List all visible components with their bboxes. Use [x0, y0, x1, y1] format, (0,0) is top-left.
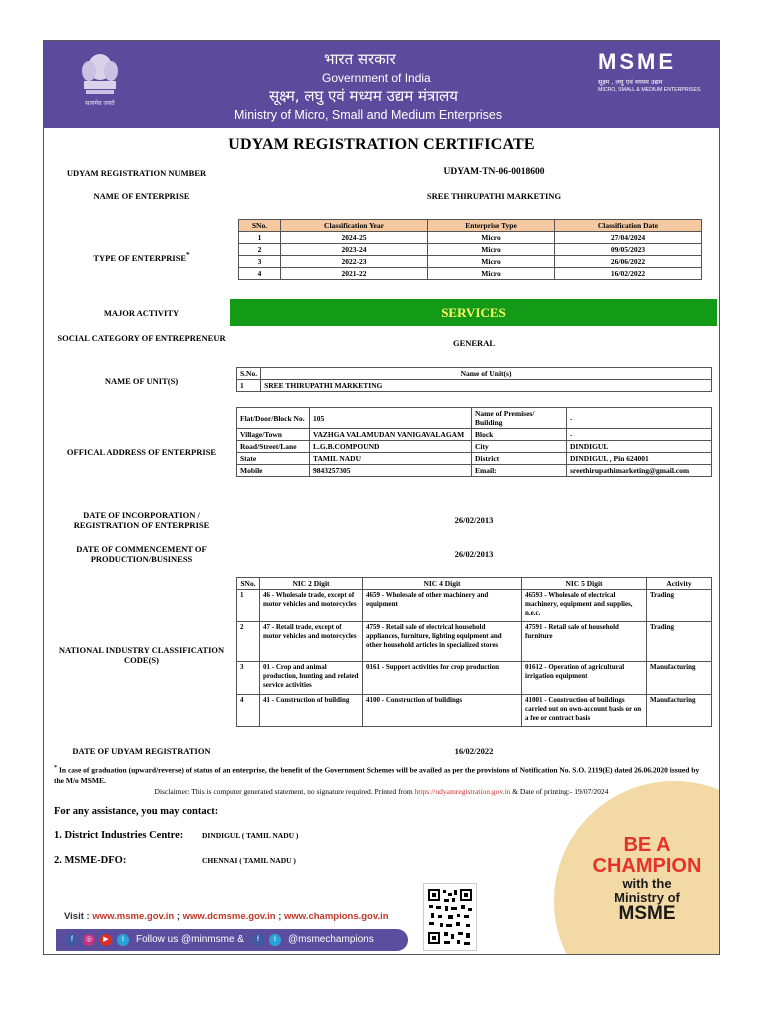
cell: 41 - Construction of building: [260, 695, 363, 727]
cell: 01612 - Operation of agricultural irrigation equipment: [522, 662, 647, 695]
cell: 09/05/2023: [555, 244, 702, 256]
table-row: [239, 256, 702, 268]
follow-text: Follow us @minmsme &: [136, 934, 244, 945]
cell: 4: [239, 268, 281, 280]
champion-line: CHAMPION: [592, 855, 702, 877]
cell: 4659 - Wholesale of other machinery and equipment: [363, 590, 522, 622]
cell: Micro: [428, 268, 555, 280]
cell: 4759 - Retail sale of electrical household appliances, furniture, lighting equipment and other household articles in specialized stores: [363, 622, 522, 662]
dic-label: 1. District Industries Centre:: [54, 830, 184, 841]
cell: -: [567, 408, 712, 429]
header-banner: [44, 41, 719, 128]
facebook-icon[interactable]: f: [252, 934, 264, 946]
nic-table-wrap: [236, 577, 712, 727]
cell: Flat/Door/Block No.: [237, 408, 310, 429]
cell: 46593 - Wholesale of electrical machinery, equipment and supplies, n.e.c.: [522, 590, 647, 622]
reg-no: UDYAM-TN-06-0018600: [443, 167, 545, 177]
champion-line: BE A: [623, 834, 671, 856]
cell: 3: [237, 662, 260, 695]
cell: 47 - Retail trade, except of motor vehicles and motorcycles: [260, 622, 363, 662]
hindi-govt: भारत सरकार: [324, 50, 396, 68]
table-header: NIC 2 Digit: [260, 578, 363, 590]
separator: ;: [278, 911, 282, 922]
table-header: Classification Year: [281, 220, 428, 232]
table-row: [239, 268, 702, 280]
cell: 9843257305: [310, 465, 472, 477]
table-row: [239, 244, 702, 256]
cell: 105: [310, 408, 472, 429]
reg-no-label: UDYAM REGISTRATION NUMBER: [66, 168, 207, 178]
cell: 3: [239, 256, 281, 268]
cell: Road/Street/Lane: [237, 441, 310, 453]
youtube-icon[interactable]: ▶: [100, 934, 112, 946]
udyam-date-label: DATE OF UDYAM REGISTRATION: [72, 746, 211, 756]
champion-line: with the: [622, 876, 672, 891]
note-text: In case of graduation (upward/reverse) of status of an enterprise, the benefit of the Government Schemes will be availed as per the provisions of Notification No. S.O. 2119(E) dated 26.06.2020 issued by the M/o MSME.: [54, 765, 700, 785]
commence-label: DATE OF COMMENCEMENT OF PRODUCTION/BUSINESS: [76, 544, 207, 564]
cell: Trading: [647, 590, 712, 622]
table-header: Enterprise Type: [428, 220, 555, 232]
type-star: *: [186, 251, 190, 259]
champion-line: MSME: [618, 903, 676, 925]
facebook-icon[interactable]: f: [66, 934, 78, 946]
major-activity-banner: SERVICES: [230, 299, 717, 326]
cell: 2023-24: [281, 244, 428, 256]
champion-slogan: [572, 835, 720, 924]
cell: VAZHGA VALAMUDAN VANIGAVALAGAM: [310, 429, 472, 441]
table-row: [237, 695, 712, 727]
cell: 26/06/2022: [555, 256, 702, 268]
cell: 01 - Crop and animal production, hunting and related service activities: [260, 662, 363, 695]
cell: State: [237, 453, 310, 465]
cell: 2: [239, 244, 281, 256]
cell: Trading: [647, 622, 712, 662]
instagram-icon[interactable]: ◎: [83, 934, 95, 946]
commence-date: 26/02/2013: [454, 549, 494, 559]
address-table: [236, 407, 712, 477]
cell: 2021-22: [281, 268, 428, 280]
champion-line: Ministry of: [614, 889, 680, 905]
visit-label: Visit :: [64, 911, 90, 922]
cell: SREE THIRUPATHI MARKETING: [261, 380, 712, 392]
cell: 27/04/2024: [555, 232, 702, 244]
separator: ;: [176, 911, 180, 922]
table-header: SNo.: [239, 220, 281, 232]
hindi-ministry: सूक्ष्म, लघु एवं मध्यम उद्यम मंत्रालय: [269, 87, 458, 105]
cell: 4: [237, 695, 260, 727]
dcmsme-link[interactable]: www.dcmsme.gov.in: [182, 911, 276, 922]
msme-logo-english: MICRO, SMALL & MEDIUM ENTERPRISES: [598, 87, 701, 93]
address-label: OFFICAL ADDRESS OF ENTERPRISE: [66, 447, 217, 457]
cell: 16/02/2022: [555, 268, 702, 280]
twitter-icon[interactable]: t: [269, 934, 281, 946]
table-row: [237, 441, 712, 453]
certificate-title: UDYAM REGISTRATION CERTIFICATE: [228, 136, 535, 153]
cell: City: [472, 441, 567, 453]
cell: Block: [472, 429, 567, 441]
incorp-label: DATE OF INCORPORATION / REGISTRATION OF ENTERPRISE: [73, 510, 210, 530]
cell: 2022-23: [281, 256, 428, 268]
type-label: [54, 250, 229, 263]
udyam-date: 16/02/2022: [454, 746, 494, 756]
incorp-date: 26/02/2013: [454, 515, 494, 525]
table-row: [237, 408, 712, 429]
cell: TAMIL NADU: [310, 453, 472, 465]
units-table: [236, 367, 712, 392]
units-table-wrap: [236, 367, 712, 392]
visit-links: [64, 911, 389, 922]
cell: Micro: [428, 256, 555, 268]
classification-table: [238, 219, 702, 280]
msme-link[interactable]: www.msme.gov.in: [92, 911, 175, 922]
govt-of-india: Government of India: [322, 71, 431, 85]
twitter-icon[interactable]: t: [117, 934, 129, 946]
table-row: [237, 622, 712, 662]
table-row: [237, 465, 712, 477]
cell: Micro: [428, 232, 555, 244]
address-table-wrap: [236, 407, 712, 477]
cell: 2024-25: [281, 232, 428, 244]
cell: 4100 - Construction of buildings: [363, 695, 522, 727]
assistance-heading: For any assistance, you may contact:: [54, 806, 219, 817]
champions-handle: @msmechampions: [288, 934, 374, 945]
name-label: NAME OF ENTERPRISE: [93, 191, 190, 201]
cell: L.G.B.COMPOUND: [310, 441, 472, 453]
classification-table-wrap: [238, 219, 702, 280]
cell: Email:: [472, 465, 567, 477]
cell: 0161 - Support activities for crop production: [363, 662, 522, 695]
table-header: Classification Date: [555, 220, 702, 232]
cell: Manufacturing: [647, 662, 712, 695]
type-label-text: TYPE OF ENTERPRISE: [93, 252, 187, 263]
msme-logo-word: MSME: [598, 49, 676, 74]
disclaimer-text: Disclaimer: This is computer generated statement, no signature required. Printed from: [154, 787, 413, 796]
table-header: SNo.: [237, 578, 260, 590]
cell: 41001 - Construction of buildings carried out on own-account basis or on a fee or contract basis: [522, 695, 647, 727]
cell: DINDIGUL: [567, 441, 712, 453]
social-label: SOCIAL CATEGORY OF ENTREPRENEUR: [57, 333, 226, 343]
msme-logo-hindi: सूक्ष्म , लघु एवं मध्यम उद्यम: [598, 78, 663, 86]
cell: Manufacturing: [647, 695, 712, 727]
cell: 1: [237, 380, 261, 392]
cell: 2: [237, 622, 260, 662]
table-header: NIC 4 Digit: [363, 578, 522, 590]
cell: Micro: [428, 244, 555, 256]
table-row: [237, 380, 712, 392]
table-header: Name of Unit(s): [261, 368, 712, 380]
nic-table: [236, 577, 712, 727]
dic-value: DINDIGUL ( TAMIL NADU ): [202, 831, 299, 840]
social-footer: [56, 929, 408, 951]
table-header: S.No.: [237, 368, 261, 380]
graduation-note: [54, 763, 711, 786]
emblem-caption: सत्यमेव जयते: [85, 100, 115, 107]
cell: DINDIGUL , Pin 624001: [567, 453, 712, 465]
email-value[interactable]: sreethirupathimarketing@gmail.com: [567, 465, 712, 477]
qr-code-icon[interactable]: [423, 883, 477, 951]
cell: -: [567, 429, 712, 441]
table-row: [237, 662, 712, 695]
champions-link[interactable]: www.champions.gov.in: [284, 911, 389, 922]
table-header: NIC 5 Digit: [522, 578, 647, 590]
national-emblem-icon: [72, 49, 128, 117]
cell: 1: [237, 590, 260, 622]
units-label: NAME OF UNIT(S): [104, 376, 179, 386]
cell: Name of Premises/ Building: [472, 408, 567, 429]
dfo-label: 2. MSME-DFO:: [54, 855, 127, 866]
table-row: [237, 590, 712, 622]
cell: 46 - Wholesale trade, except of motor vehicles and motorcycles: [260, 590, 363, 622]
cell: 1: [239, 232, 281, 244]
cell: 47591 - Retail sale of household furniture: [522, 622, 647, 662]
udyam-link[interactable]: https://udyamregistration.gov.in: [414, 787, 511, 796]
cell: Village/Town: [237, 429, 310, 441]
table-row: [237, 429, 712, 441]
ministry-name: Ministry of Micro, Small and Medium Enterprises: [234, 108, 503, 122]
cell: Mobile: [237, 465, 310, 477]
msme-logo: [598, 49, 703, 99]
table-row: [237, 453, 712, 465]
note-star: *: [54, 764, 58, 771]
certificate: [43, 40, 720, 955]
nic-label: NATIONAL INDUSTRY CLASSIFICATION CODE(S): [58, 645, 225, 665]
table-header: Activity: [647, 578, 712, 590]
cell: District: [472, 453, 567, 465]
print-date: & Date of printing:- 19/07/2024: [512, 787, 609, 796]
activity-label: MAJOR ACTIVITY: [103, 308, 180, 318]
enterprise-name: SREE THIRUPATHI MARKETING: [426, 191, 562, 201]
dfo-value: CHENNAI ( TAMIL NADU ): [202, 856, 296, 865]
table-row: [239, 232, 702, 244]
social-category: GENERAL: [452, 338, 496, 348]
